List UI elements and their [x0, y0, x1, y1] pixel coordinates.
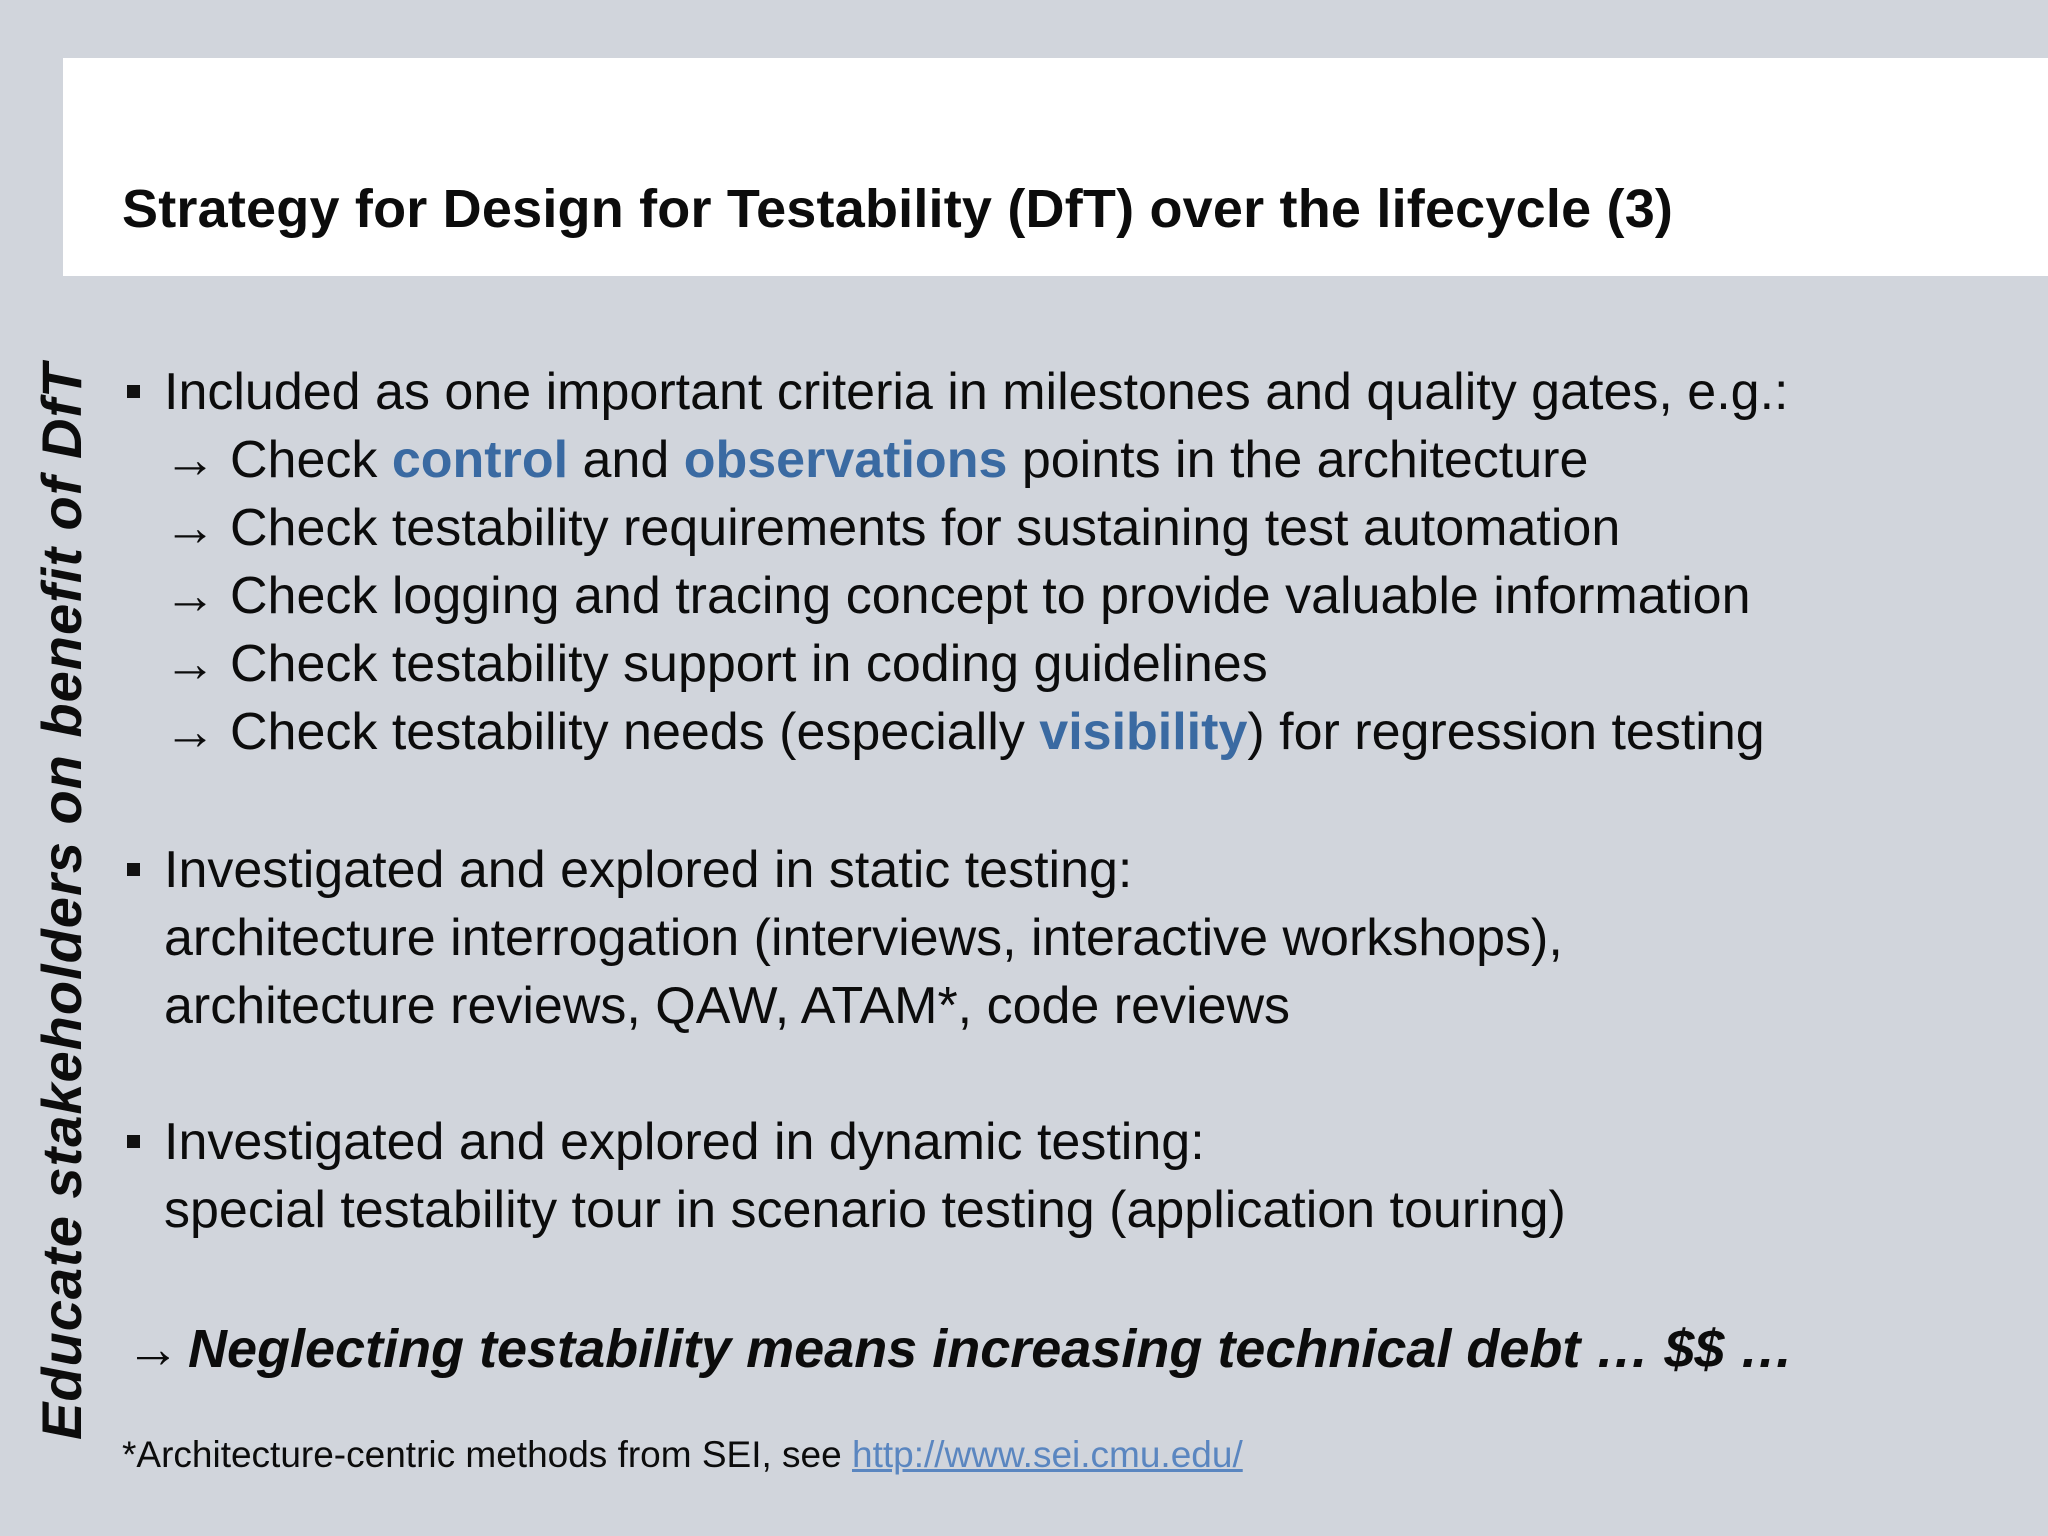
arrow-icon: → — [164, 703, 216, 761]
section1-item-2 — [164, 498, 1620, 558]
item2-text: Check testability requirements for sustaining test automation — [230, 499, 1621, 557]
item3-text: Check logging and tracing concept to provide valuable information — [230, 567, 1751, 625]
highlight-observations: observations — [683, 431, 1008, 489]
title-band — [63, 58, 2048, 276]
section3-line-2: special testability tour in scenario testing (application touring) — [164, 1181, 1566, 1239]
arrow-icon: → — [164, 567, 216, 625]
arrow-icon: → — [164, 635, 216, 693]
footnote-text: *Architecture-centric methods from SEI, see — [122, 1434, 852, 1475]
bullet-marker — [127, 1135, 140, 1148]
slide-title: Strategy for Design for Testability (DfT) over the lifecycle (3) — [122, 179, 1674, 239]
bullet-marker — [127, 385, 140, 398]
section2-line-2: architecture interrogation (interviews, interactive workshops), — [164, 909, 1563, 967]
section1-item-3 — [164, 566, 1751, 626]
section1-item-5 — [164, 702, 1765, 762]
arrow-icon: → — [164, 431, 216, 489]
item5-pre: Check testability needs (especially — [230, 703, 1040, 761]
arrow-icon: → — [164, 499, 216, 557]
section2-line-1: Investigated and explored in static testing: — [164, 841, 1133, 899]
item1-mid: and — [568, 431, 684, 489]
section1-item-1 — [164, 430, 1588, 490]
highlight-visibility: visibility — [1039, 703, 1248, 761]
item1-pre: Check — [230, 431, 392, 489]
item5-post: ) for regression testing — [1247, 703, 1765, 761]
arrow-icon: → — [126, 1319, 180, 1379]
conclusion-text: Neglecting testability means increasing technical debt … $$ … — [188, 1319, 1794, 1379]
section1-item-4 — [164, 634, 1268, 694]
footnote — [122, 1434, 1243, 1476]
side-label: Educate stakeholders on benefit of DfT — [30, 362, 93, 1440]
section2-line-3: architecture reviews, QAW, ATAM*, code reviews — [164, 977, 1291, 1035]
section1-intro: Included as one important criteria in milestones and quality gates, e.g.: — [164, 363, 1789, 421]
sei-link[interactable]: http://www.sei.cmu.edu/ — [852, 1434, 1243, 1475]
item4-text: Check testability support in coding guidelines — [230, 635, 1268, 693]
highlight-control: control — [391, 431, 569, 489]
bullet-marker — [127, 863, 140, 876]
section3-line-1: Investigated and explored in dynamic testing: — [164, 1113, 1205, 1171]
item1-post: points in the architecture — [1007, 431, 1589, 489]
conclusion — [126, 1318, 1793, 1380]
